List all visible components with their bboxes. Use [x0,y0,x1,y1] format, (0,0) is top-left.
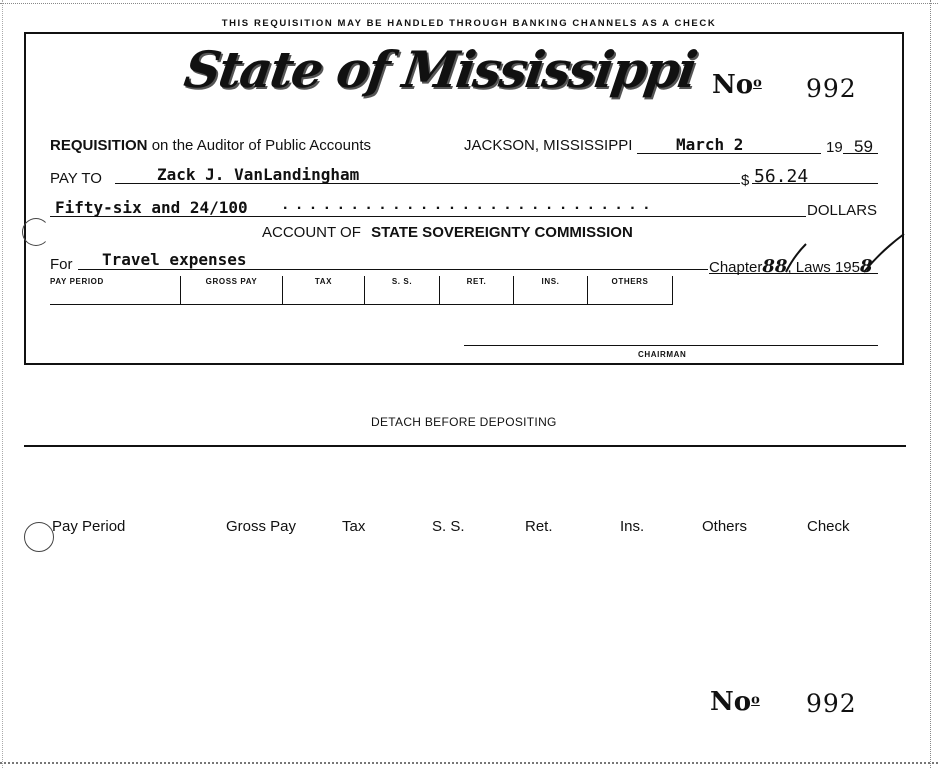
requisition-line [50,137,371,154]
perforation-right [930,0,931,768]
state-logo: State of Mississippi [180,40,700,99]
signature-label: CHAIRMAN [638,350,687,359]
stub-header-others: Others [702,518,748,535]
number-bottom [710,687,760,717]
deduction-ins: INS. [514,276,588,304]
stub-header-ins: Ins. [620,518,645,535]
check-mark-stroke [860,232,908,276]
words-line [50,216,806,217]
dollars-label: DOLLARS [807,202,878,219]
detach-text: DETACH BEFORE DEPOSITING [371,415,557,429]
pay-to-label: PAY TO [50,170,102,187]
stub-number-superscript-o: o [751,692,760,708]
purpose-value: Travel expenses [102,250,247,269]
account-name: STATE SOVEREIGNTY COMMISSION [371,224,633,241]
stub-number-value: 992 [806,689,857,718]
for-line [78,269,708,270]
deduction-others: OTHERS [588,276,673,304]
account-of-label: ACCOUNT OF [262,224,361,241]
stub-header-ss: S. S. [432,518,465,535]
number-top [712,70,762,100]
stub-header-gross-pay: Gross Pay [226,518,297,535]
punch-hole-bottom [24,522,54,552]
dollar-sign: $ [741,172,750,189]
account-line [262,224,633,241]
requisition-text: on the Auditor of Public Accounts [151,137,371,154]
deduction-ss: S. S. [365,276,440,304]
perforation-left [2,0,3,768]
punch-hole-top [22,218,50,246]
stub-header-tax: Tax [342,518,366,535]
perforation-bottom [0,762,938,764]
perforation-top [0,3,938,4]
year-suffix: 59 [854,137,873,156]
deductions-table [50,276,673,305]
number-label: No [712,70,754,100]
location: JACKSON, MISSISSIPPI [464,137,633,154]
chapter-handwritten: 88 [762,256,788,277]
payee-name: Zack J. VanLandingham [157,165,360,184]
requisition-label: REQUISITION [50,137,148,154]
banner-text: THIS REQUISITION MAY BE HANDLED THROUGH BANKING CHANNELS AS A CHECK [221,18,717,29]
amount-value: 56.24 [754,166,809,187]
number-value: 992 [806,74,857,103]
date-value: March 2 [676,135,744,154]
stub-header-ret: Ret. [525,518,553,535]
laws-year-handwritten: 8 [859,256,873,277]
laws-label: , Laws 195 [787,259,860,276]
stub-header-check: Check [807,518,850,535]
deduction-pay-period: PAY PERIOD [50,276,181,304]
stub-number-label: No [710,687,752,717]
deduction-tax: TAX [283,276,365,304]
stub-header-pay-period: Pay Period [52,518,126,535]
number-superscript-o: o [753,75,762,91]
deduction-ret: RET. [440,276,514,304]
fill-dots: . . . . . . . . . . . . . . . . . . . . . . . . . . . [283,196,652,213]
deduction-gross-pay: GROSS PAY [181,276,283,304]
signature-line [464,345,878,346]
chapter-label: Chapter [709,259,763,276]
amount-words: Fifty-six and 24/100 [55,198,248,217]
for-label: For [50,256,73,273]
chapter-stroke [780,240,810,274]
year-prefix: 19 [826,139,843,156]
detach-line [24,445,906,447]
